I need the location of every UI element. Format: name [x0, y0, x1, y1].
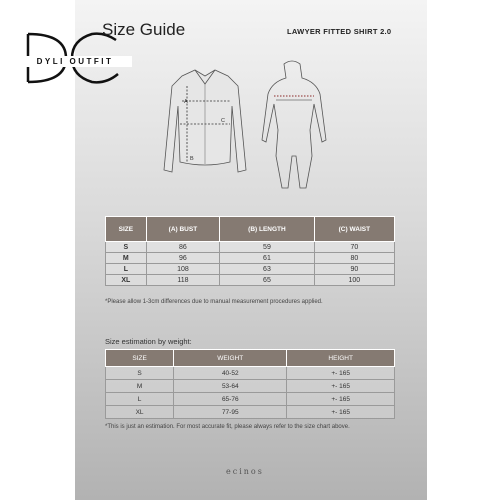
column-header-height: HEIGHT: [287, 350, 395, 367]
size-cell: M: [106, 253, 147, 264]
length-cell: 59: [220, 242, 315, 253]
label-a: A: [184, 99, 188, 105]
weight-section-title: Size estimation by weight:: [105, 337, 192, 346]
table-row: [106, 380, 395, 393]
column-header-weight: WEIGHT: [174, 350, 287, 367]
size-cell: XL: [106, 406, 174, 419]
waist-cell: 80: [314, 253, 394, 264]
length-cell: 61: [220, 253, 315, 264]
table-row: [106, 393, 395, 406]
size-cell: S: [106, 242, 147, 253]
size-cell: S: [106, 367, 174, 380]
waist-cell: 70: [314, 242, 394, 253]
waist-cell: 100: [314, 275, 394, 286]
length-cell: 63: [220, 264, 315, 275]
table-row: [106, 253, 395, 264]
size-cell: XL: [106, 275, 147, 286]
height-cell: +- 165: [287, 393, 395, 406]
measurement-note: *Please allow 1-3cm differences due to manual measurement procedures applied.: [105, 299, 323, 305]
column-header-size: SIZE: [106, 350, 174, 367]
bust-cell: 108: [146, 264, 220, 275]
table-row: [106, 242, 395, 253]
height-cell: +- 165: [287, 380, 395, 393]
product-name: LAWYER FITTED SHIRT 2.0: [287, 27, 392, 36]
label-c: C: [221, 118, 225, 124]
estimation-note: *This is just an estimation. For most accurate fit, please always refer to the size chart above.: [105, 424, 350, 430]
weight-cell: 40-52: [174, 367, 287, 380]
column-header-waist: (C) WAIST: [314, 217, 394, 242]
waist-cell: 90: [314, 264, 394, 275]
table-row: [106, 367, 395, 380]
height-cell: +- 165: [287, 406, 395, 419]
body-measurement-diagram: [248, 60, 336, 190]
height-cell: +- 165: [287, 367, 395, 380]
column-header-size: SIZE: [106, 217, 147, 242]
weight-estimation-table: [105, 349, 395, 419]
length-cell: 65: [220, 275, 315, 286]
shirt-measurement-diagram: [160, 66, 250, 178]
bust-cell: 96: [146, 253, 220, 264]
table-row: [106, 406, 395, 419]
footer-brand: ecinos: [226, 467, 264, 476]
weight-cell: 77-95: [174, 406, 287, 419]
column-header-bust: (A) BUST: [146, 217, 220, 242]
bust-cell: 118: [146, 275, 220, 286]
page-title: Size Guide: [102, 20, 186, 39]
weight-cell: 65-76: [174, 393, 287, 406]
weight-cell: 53-64: [174, 380, 287, 393]
table-row: [106, 264, 395, 275]
bust-cell: 86: [146, 242, 220, 253]
table-row: [106, 275, 395, 286]
size-cell: L: [106, 393, 174, 406]
size-cell: L: [106, 264, 147, 275]
column-header-length: (B) LENGTH: [220, 217, 315, 242]
label-b: B: [190, 156, 194, 162]
logo-wordmark: DYLI OUTFIT: [18, 56, 132, 67]
size-cell: M: [106, 380, 174, 393]
size-chart-table: [105, 216, 395, 286]
